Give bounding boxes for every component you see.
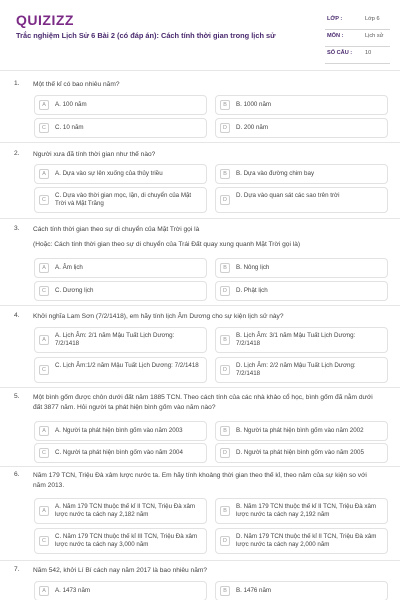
answer-option-d[interactable]: [215, 281, 388, 301]
question-divider: [0, 305, 400, 306]
answer-option-a[interactable]: [34, 421, 207, 441]
question-divider: [0, 142, 400, 143]
option-text: D. Dựa vào quan sát các sao trên trời: [236, 192, 340, 199]
option-letter: A: [39, 506, 49, 516]
question-number: 7.: [14, 566, 20, 573]
quiz-header: [0, 0, 400, 66]
option-text: C. Lịch Âm:1/2 năm Mậu Tuất Lịch Dương: 7/2/1418: [55, 362, 199, 369]
option-text: B. Dựa vào đường chim bay: [236, 170, 315, 177]
option-text: C. Người ta phát hiện bình gốm vào năm 2004: [55, 449, 183, 456]
option-text: B. 1476 năm: [236, 587, 272, 594]
option-letter: B: [220, 100, 230, 110]
question-text-alt: (Hoặc: Cách tính thời gian theo sự di chuyển của Trái Đất quay xung quanh Mặt Trời gọi là): [33, 241, 301, 248]
option-letter: D: [220, 365, 230, 375]
option-letter: D: [220, 123, 230, 133]
option-letter: A: [39, 169, 49, 179]
option-letter: D: [220, 286, 230, 296]
answer-option-b[interactable]: [215, 498, 388, 524]
option-letter: C: [39, 448, 49, 458]
option-text: C. 10 năm: [55, 124, 84, 131]
option-text: D. Người ta phát hiện bình gốm vào năm 2005: [236, 449, 364, 456]
question-text: Một bình gốm được chôn dưới đất năm 1885 TCN. Theo cách tính của các nhà khảo cổ học, bình gốm đã nằm dưới đất 3877 năm. Hỏi người ta phát hiện bình gốm vào năm nào?: [33, 394, 373, 411]
option-letter: B: [220, 263, 230, 273]
meta-label: LỚP :: [327, 16, 343, 22]
option-letter: B: [220, 586, 230, 596]
answer-option-c[interactable]: [34, 118, 207, 138]
answer-option-c[interactable]: [34, 187, 207, 213]
question-text: Năm 542, khởi Lí Bí cách nay năm 2017 là bao nhiêu năm?: [33, 567, 208, 574]
option-text: B. 1000 năm: [236, 101, 272, 108]
header-divider: [0, 70, 400, 71]
option-text: D. Phật lịch: [236, 287, 268, 294]
option-letter: D: [220, 448, 230, 458]
option-text: B. Lịch Âm: 3/1 năm Mậu Tuất Lịch Dương: 7/2/1418: [236, 332, 356, 347]
answer-option-a[interactable]: [34, 164, 207, 184]
option-letter: C: [39, 195, 49, 205]
option-letter: A: [39, 426, 49, 436]
meta-row-class: [325, 13, 390, 30]
option-letter: C: [39, 123, 49, 133]
option-text: A. 100 năm: [55, 101, 87, 108]
option-text: A. Người ta phát hiện bình gốm vào năm 2003: [55, 427, 183, 434]
answer-option-a[interactable]: [34, 327, 207, 353]
question-number: 6.: [14, 471, 20, 478]
option-text: D. 200 năm: [236, 124, 268, 131]
option-text: B. Người ta phát hiện bình gốm vào năm 2002: [236, 427, 364, 434]
question-number: 3.: [14, 225, 20, 232]
quizizz-logo: QUIZIZZ: [16, 12, 74, 28]
question-number: 4.: [14, 312, 20, 319]
answer-option-a[interactable]: [34, 95, 207, 115]
option-letter: C: [39, 286, 49, 296]
question-text: Một thế kỉ có bao nhiêu năm?: [33, 81, 120, 88]
option-text: D. Lịch Âm: 2/2 năm Mậu Tuất Lịch Dương: 7/2/1418: [236, 362, 356, 377]
question-divider: [0, 560, 400, 561]
meta-label: MÔN :: [327, 33, 344, 39]
answer-option-c[interactable]: [34, 357, 207, 383]
answer-option-a[interactable]: [34, 258, 207, 278]
option-letter: B: [220, 169, 230, 179]
option-text: C. Dương lịch: [55, 287, 94, 294]
meta-value: Lịch sử: [365, 33, 384, 39]
question-number: 1.: [14, 80, 20, 87]
answer-option-a[interactable]: [34, 498, 207, 524]
meta-row-count: [325, 47, 390, 64]
answer-option-b[interactable]: [215, 164, 388, 184]
option-letter: B: [220, 426, 230, 436]
question-number: 5.: [14, 393, 20, 400]
meta-label: SỐ CÂU :: [327, 50, 353, 56]
answer-option-d[interactable]: [215, 357, 388, 383]
quiz-meta-table: [325, 13, 390, 64]
answer-option-d[interactable]: [215, 443, 388, 463]
option-text: A. Lịch Âm: 2/1 năm Mậu Tuất Lịch Dương: 7/2/1418: [55, 332, 175, 347]
option-text: C. Năm 179 TCN thuộc thế kỉ III TCN, Triệu Đà xâm lược nước ta cách nay 3,000 năm: [55, 533, 198, 548]
answer-option-d[interactable]: [215, 528, 388, 554]
meta-value: 10: [365, 50, 372, 56]
option-letter: B: [220, 335, 230, 345]
option-letter: C: [39, 365, 49, 375]
answer-option-b[interactable]: [215, 327, 388, 353]
answer-option-c[interactable]: [34, 443, 207, 463]
answer-option-b[interactable]: [215, 95, 388, 115]
question-divider: [0, 466, 400, 467]
question-divider: [0, 387, 400, 388]
option-letter: A: [39, 335, 49, 345]
option-letter: A: [39, 586, 49, 596]
option-letter: D: [220, 195, 230, 205]
option-letter: C: [39, 536, 49, 546]
option-letter: A: [39, 100, 49, 110]
option-text: B. Năm 179 TCN thuộc thế kỉ II TCN, Triệu Đà xâm lược nước ta cách nay 2,192 năm: [236, 503, 377, 518]
page-title: Trắc nghiệm Lịch Sử 6 Bài 2 (có đáp án): Cách tính thời gian trong lịch sử: [16, 31, 276, 40]
option-text: C. Dựa vào thời gian mọc, lặn, di chuyển của Mặt Trời và Mặt Trăng: [55, 192, 192, 207]
answer-option-b[interactable]: [215, 421, 388, 441]
answer-option-c[interactable]: [34, 281, 207, 301]
answer-option-c[interactable]: [34, 528, 207, 554]
answer-option-b[interactable]: [215, 258, 388, 278]
meta-value: Lớp 6: [365, 16, 380, 22]
option-letter: A: [39, 263, 49, 273]
option-text: D. Năm 179 TCN thuộc thế kỉ II TCN, Triệu Đà xâm lược nước ta cách nay 2,000 năm: [236, 533, 377, 548]
option-letter: B: [220, 506, 230, 516]
option-text: A. 1473 năm: [55, 587, 91, 594]
answer-option-b[interactable]: [215, 581, 388, 600]
option-letter: D: [220, 536, 230, 546]
meta-row-subject: [325, 30, 390, 47]
question-text: Người xưa đã tính thời gian như thế nào?: [33, 151, 156, 158]
option-text: A. Âm lịch: [55, 264, 83, 271]
question-text: Cách tính thời gian theo sự di chuyển của Mặt Trời gọi là: [33, 226, 200, 233]
answer-option-d[interactable]: [215, 118, 388, 138]
answer-option-a[interactable]: [34, 581, 207, 600]
answer-option-d[interactable]: [215, 187, 388, 213]
option-text: A. Năm 179 TCN thuộc thế kỉ II TCN, Triệu Đà xâm lược nước ta cách nay 2,182 năm: [55, 503, 196, 518]
question-text: Khởi nghĩa Lam Sơn (7/2/1418), em hãy tính lịch Âm Dương cho sự kiện lịch sử này?: [33, 313, 284, 320]
question-number: 2.: [14, 150, 20, 157]
option-text: B. Nông lịch: [236, 264, 270, 271]
option-text: A. Dựa vào sự lên xuống của thủy triều: [55, 170, 163, 177]
question-divider: [0, 218, 400, 219]
question-text: Năm 179 TCN, Triệu Đà xâm lược nước ta. Em hãy tính khoảng thời gian theo thế kỉ, theo năm của sự kiện so với năm 2013.: [33, 472, 367, 489]
